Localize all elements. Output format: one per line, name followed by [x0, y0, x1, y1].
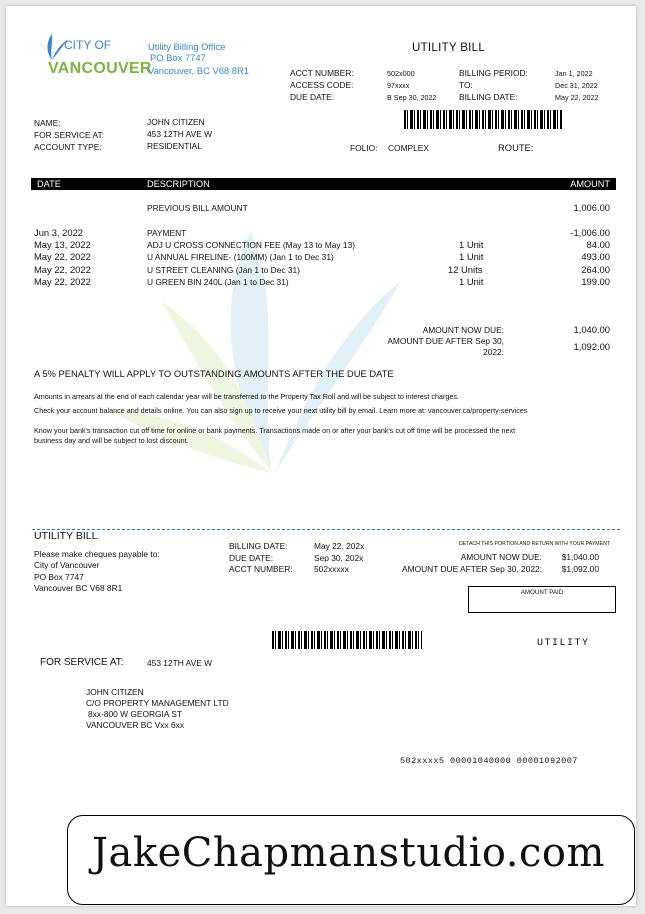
stub-billing-date-value: May 22, 202x — [314, 541, 365, 551]
row-date: May 22, 2022 — [34, 276, 91, 287]
stub-service-value: 453 12TH AVE W — [147, 658, 213, 668]
online-notice: Check your account balance and details online. You can also sign up to receive your next utility bill by email. Learn more at: vancouver.ca/property-services — [34, 406, 528, 415]
header-description: DESCRIPTION — [147, 179, 210, 189]
mail-address-line3: 8xx-800 W GEORGIA ST — [88, 709, 183, 719]
row-amount: 493.00 — [581, 251, 610, 262]
to-value: Dec 31, 2022 — [555, 81, 598, 90]
amount-paid-label: AMOUNT PAID — [520, 589, 564, 596]
row-units: 12 Units — [448, 264, 483, 275]
payable-line3: PO Box 7747 — [34, 572, 84, 582]
row-description: U ANNUAL FIRELINE- (100MM) (Jan 1 to Dec 31) — [147, 252, 334, 262]
stub-utility-label: UTILITY — [537, 638, 590, 649]
stub-due-date-value: Sep 30, 202x — [314, 553, 364, 563]
amount-paid-box[interactable] — [468, 586, 616, 613]
row-amount: 199.00 — [581, 276, 610, 287]
payable-line4: Vancouver BC V68 8R1 — [34, 583, 123, 593]
row-date: May 22, 2022 — [34, 251, 91, 262]
logo-city-of: CITY OF — [64, 38, 112, 52]
stub-barcode — [272, 631, 422, 649]
table-header — [31, 178, 616, 190]
payable-line2: City of Vancouver — [34, 560, 100, 570]
row-description: PAYMENT — [147, 228, 187, 238]
office-name: Utility Billing Office — [148, 41, 226, 52]
payable-line1: Please make cheques payable to: — [34, 549, 160, 559]
row-date: Jun 3, 2022 — [34, 227, 83, 238]
row-amount: 84.00 — [586, 239, 610, 250]
stub-acct-value: 502xxxxx — [314, 564, 349, 574]
row-date: May 13, 2022 — [34, 239, 91, 250]
row-description: ADJ U CROSS CONNECTION FEE (May 13 to May 13) — [147, 240, 356, 250]
stub-after-value: $1,092.00 — [561, 564, 599, 574]
folio-label: FOLIO: — [350, 143, 378, 153]
top-barcode — [404, 110, 562, 129]
billing-date-value: May 22, 2022 — [555, 93, 599, 102]
access-code-label: ACCESS CODE: — [290, 80, 354, 90]
service-label: FOR SERVICE AT: — [34, 130, 104, 140]
utility-bill-page — [6, 6, 636, 906]
stub-acct-label: ACCT NUMBER: — [229, 564, 293, 574]
office-pobox: PO Box 7747 — [150, 52, 206, 63]
stub-after-label: AMOUNT DUE AFTER Sep 30, 2022: — [402, 564, 542, 574]
scan-line: 502xxxx5 00001040000 00001092007 — [400, 756, 578, 766]
row-units: 1 Unit — [459, 251, 484, 262]
row-units: 1 Unit — [459, 239, 484, 250]
stub-now-due-label: AMOUNT NOW DUE: — [460, 552, 542, 562]
row-description: U STREET CLEANING (Jan 1 to Dec 31) — [147, 265, 300, 275]
mail-address-line1: JOHN CITIZEN — [86, 687, 144, 697]
account-type-value: RESIDENTIAL — [147, 141, 202, 151]
name-value: JOHN CITIZEN — [147, 117, 205, 127]
route-label: ROUTE: — [498, 142, 534, 153]
row-description: U GREEN BIN 240L (Jan 1 to Dec 31) — [147, 277, 289, 287]
to-label: TO: — [459, 80, 473, 90]
logo-vancouver: VANCOUVER — [48, 60, 152, 77]
header-date: DATE — [37, 179, 61, 189]
detach-instruction: DETACH THIS PORTION AND RETURN WITH YOUR PAYMENT — [458, 541, 610, 547]
acct-number-value: 502x000 — [387, 69, 415, 78]
stub-billing-date-label: BILLING DATE: — [229, 541, 288, 551]
billing-date-label: BILLING DATE: — [459, 92, 518, 102]
stub-now-due-value: $1,040.00 — [561, 552, 599, 562]
amount-now-due-label: AMOUNT NOW DUE: — [422, 325, 504, 335]
name-label: NAME: — [34, 118, 61, 128]
row-units: 1 Unit — [459, 276, 484, 287]
penalty-notice: A 5% PENALTY WILL APPLY TO OUTSTANDING AMOUNTS AFTER THE DUE DATE — [34, 368, 394, 379]
access-code-value: 97xxxx — [387, 81, 410, 90]
studio-watermark-banner — [67, 815, 635, 905]
bank-notice-line2: business day and will be subject to lost discount. — [34, 436, 189, 445]
bill-title: UTILITY BILL — [412, 42, 486, 54]
amount-after-label-2: 2022: — [483, 347, 504, 357]
service-value: 453 12TH AVE W — [147, 129, 213, 139]
office-city: Vancouver, BC V68 8R1 — [148, 65, 249, 76]
billing-period-value: Jan 1, 2022 — [555, 69, 593, 78]
folio-value: COMPLEX — [388, 143, 429, 153]
arrears-notice: Amounts in arrears at the end of each calendar year will be transferred to the Property Tax Roll and will be subject to interest charges. — [34, 392, 459, 401]
acct-number-label: ACCT NUMBER: — [290, 68, 354, 78]
row-date: May 22, 2022 — [34, 264, 91, 275]
amount-now-due-value: 1,040.00 — [573, 324, 610, 335]
studio-watermark-text: JakeChapmanstudio.com — [92, 830, 605, 876]
bank-notice-line1: Know your bank's transaction cut off time for online or bank payments. Transactions made on or after your bank's cut off time will be processed the next — [34, 426, 516, 435]
stub-service-label: FOR SERVICE AT: — [40, 657, 124, 668]
stub-title: UTILITY BILL — [34, 530, 98, 542]
stub-due-date-label: DUE DATE: — [229, 553, 274, 563]
billing-period-label: BILLING PERIOD: — [459, 68, 528, 78]
mail-address-line2: C/O PROPERTY MANAGEMENT LTD — [86, 698, 229, 708]
due-date-value: B Sep 30, 2022 — [387, 93, 437, 102]
row-amount: 264.00 — [581, 264, 610, 275]
previous-bill-label: PREVIOUS BILL AMOUNT — [147, 203, 248, 213]
previous-bill-amount: 1,006.00 — [573, 202, 610, 213]
header-amount: AMOUNT — [570, 179, 610, 189]
due-date-label: DUE DATE: — [290, 92, 335, 102]
amount-after-label-1: AMOUNT DUE AFTER Sep 30, — [387, 336, 504, 346]
row-amount: -1,006.00 — [570, 227, 610, 238]
amount-after-value: 1,092.00 — [573, 341, 610, 352]
account-type-label: ACCOUNT TYPE: — [34, 142, 102, 152]
detach-line — [32, 529, 620, 530]
mail-address-line4: VANCOUVER BC Vxx 6xx — [86, 720, 185, 730]
